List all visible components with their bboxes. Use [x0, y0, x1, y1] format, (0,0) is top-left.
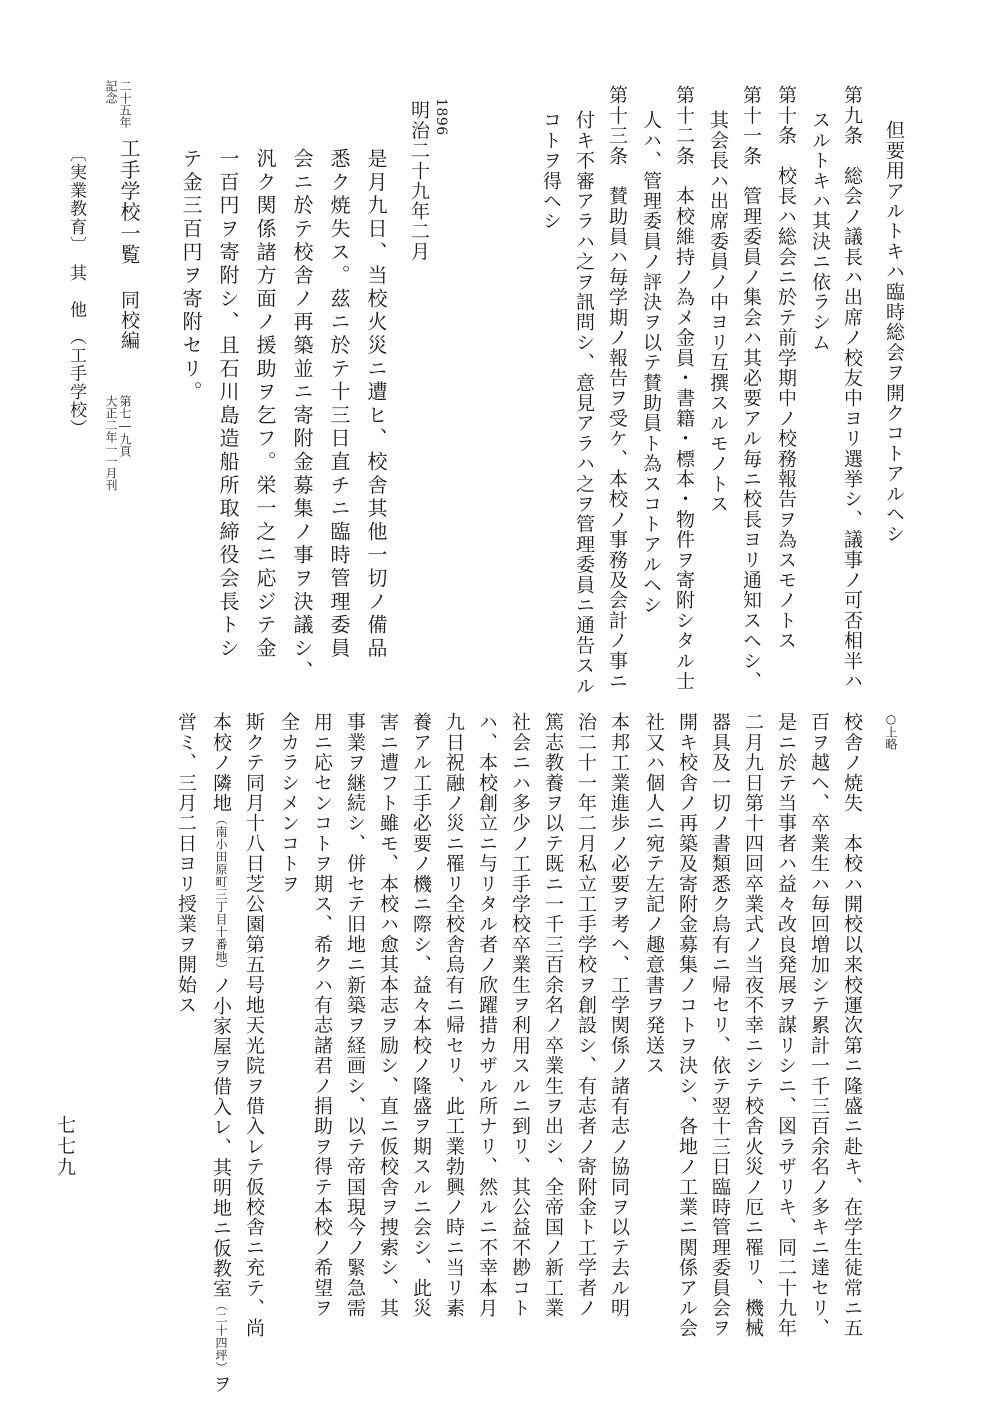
article-12-line1: 第十二条 本校維持ノ為メ金員・書籍・標本・物件ヲ寄附シタル士: [673, 85, 695, 691]
body-line-6: テ金三百円ヲ寄附セリ。: [179, 148, 203, 405]
line20-pre: 本校ノ隣地: [210, 712, 232, 813]
bottom-line-17: 用ニ応センコトヲ期ス、希クハ有志諸君ノ捐助ヲ得テ本校ノ希望ヲ: [311, 712, 333, 1318]
bottom-line-10: 篤志教養ヲ以テ既ニ一千三百余名ノ卒業生ヲ出シ、全帝国ノ新工業: [542, 712, 564, 1318]
bottom-line-15: 害ニ遭フト雖モ、本校ハ愈其本志ヲ励シ、直ニ仮校舎ヲ捜索シ、其: [377, 712, 399, 1318]
bottom-line-2: 百ヲ越ヘ、卒業生ハ毎回増加シテ累計一千三百余名ノ多キニ達セリ、: [808, 712, 830, 1339]
bottom-line-20: [207, 712, 234, 1394]
bottom-line-19: 斯クテ同月十八日芝公園第五号地天光院ヲ借入レテ仮校舎ニ充テ、尚: [243, 712, 265, 1339]
bottom-line-6: 開キ校舎ノ再築及寄附金募集ノコトヲ決シ、各地ノ工業ニ関係アル会: [676, 712, 698, 1339]
page-number: 七七九: [54, 1115, 76, 1178]
bottom-line-7: 社又ハ個人ニ宛テ左記ノ趣意書ヲ発送ス: [643, 712, 665, 1076]
article-9-line1: 第九条 総会ノ議長ハ出席ノ校友中ヨリ選挙シ、議事ノ可否相半ハ: [841, 85, 863, 691]
body-line-3: 会ニ於テ校舎ノ再築並ニ寄附金募集ノ事ヲ決議シ、: [290, 148, 314, 684]
body-line-1: 是月九日、当校火災ニ遭ヒ、校舎其他一切ノ備品: [364, 148, 388, 661]
bottom-line-13: 九日祝融ノ災ニ罹リ全校舎烏有ニ帰セリ、此工業勃興ノ時ニ当リ素: [443, 712, 465, 1318]
article-13-line3: コトヲ得ヘシ: [540, 110, 562, 232]
bottom-line-11: 社会ニハ多少ノ工手学校卒業生ヲ利用スルニ到リ、其公益不尠コト: [509, 712, 531, 1318]
line20-mid: ノ小家屋ヲ借入レ、其明地ニ仮教室: [210, 975, 232, 1299]
bottom-line-16: 事業ヲ継続シ、併セテ旧地ニ新築ヲ経画シ、以テ帝国現今ノ緊急需: [344, 712, 366, 1318]
omission-mark: ○上略: [884, 712, 898, 750]
body-line-2: 悉ク焼失ス。茲ニ於テ十三日直チニ臨時管理委員: [327, 148, 351, 661]
bottom-line-8: 本邦工業進歩ノ必要ヲ考ヘ、工学関係ノ諸有志ノ協同ヲ以テ去ル明: [608, 712, 630, 1318]
bottom-line-9: 治二十一年二月私立工手学校ヲ創設シ、有志者ノ寄附金ト工学者ノ: [575, 712, 597, 1318]
bottom-line-3: 是ニ於テ当事者ハ益々改良発展ヲ謀リシニ、図ラザリキ、同二十九年: [775, 712, 797, 1339]
body-line-4: 汎ク関係諸方面ノ援助ヲ乞フ。栄一之ニ応ジテ金: [253, 148, 277, 661]
bottom-line-21: 営ミ、三月二日ヨリ授業ヲ開始ス: [175, 712, 197, 1015]
intro-line: 但要用アルトキハ臨時総会ヲ開クコトアルヘシ: [883, 120, 905, 545]
category-label: 〔実業教育〕 其 他 （工手学校）: [66, 145, 86, 438]
article-11-line1: 第十一条 管理委員ノ集会ハ其必要アル毎ニ校長ヨリ通知スヘシ、: [740, 85, 762, 691]
source-editor: 同校編: [118, 290, 140, 351]
line20-post: ヲ: [210, 1373, 232, 1394]
source-pages: 第七―九頁: [118, 395, 132, 457]
bottom-line-14: 養アル工手必要ノ機ニ際シ、益々本校ノ隆盛ヲ期スルニ会シ、此災: [410, 712, 432, 1318]
bottom-line-4: 二月九日第十四回卒業式ノ当夜不幸ニシテ校舎火災ノ厄ニ罹リ、機械: [742, 712, 764, 1339]
date-heading: 明治二十九年二月: [408, 100, 430, 262]
bottom-line-18: 全カラシメンコトヲ: [278, 712, 300, 894]
article-13-line2: 付キ不審アラハ之ヲ訊問シ、意見アラハ之ヲ管理委員ニ通告スル: [573, 110, 595, 696]
article-11-line2: 其会長ハ出席委員ノ中ヨリ互撰スルモノトス: [707, 110, 729, 514]
article-9-line2: スルトキハ其決ニ依ラシム: [809, 110, 831, 353]
source-title: 工手学校一覧: [117, 138, 141, 266]
article-10: 第十条 校長ハ総会ニ於テ前学期中ノ校務報告ヲ為スモノトス: [775, 85, 797, 651]
source-published: 大正二年一一月刊: [104, 395, 118, 491]
year-marker: 1896: [433, 98, 449, 136]
bottom-line-12: ハ、本校創立ニ与リタル者ノ欣躍措カザル所ナリ、然ルニ不幸本月: [476, 712, 498, 1318]
bottom-line-1: 校舎ノ焼失 本校ハ開校以来校運次第ニ隆盛ニ赴キ、在学生徒常ニ五: [841, 712, 863, 1339]
line20-note2: （二十四坪）: [214, 1298, 228, 1374]
article-12-line2: 人ハ、管理委員ノ評決ヲ以テ賛助員ト為スコトアルヘシ: [640, 110, 662, 615]
bottom-line-5: 器具及一切ノ書類悉ク烏有ニ帰セリ、依テ翌十三日臨時管理委員会ヲ: [709, 712, 731, 1339]
article-13-line1: 第十三条 賛助員ハ毎学期ノ報告ヲ受ケ、本校ノ事務及会計ノ事ニ: [606, 85, 628, 691]
source-anniv-1: 二十五年: [118, 80, 132, 128]
source-anniv-2: 記念: [104, 80, 118, 104]
line20-note: （南小田原町三丁目十番地）: [214, 813, 228, 976]
body-line-5: 一百円ヲ寄附シ、且石川島造船所取締役会長トシ: [216, 148, 240, 661]
